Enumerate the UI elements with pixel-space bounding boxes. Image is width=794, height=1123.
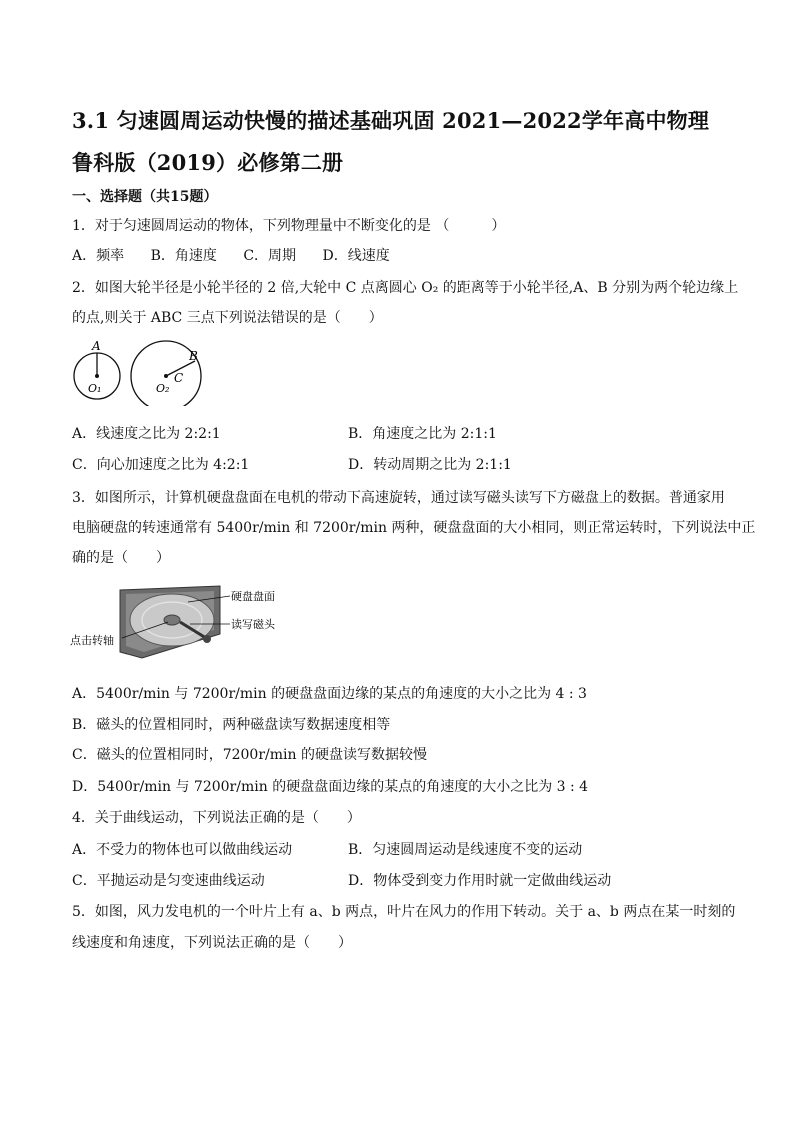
label-head: 读写磁头 — [231, 618, 275, 631]
q4-stem: 4．关于曲线运动，下列说法正确的是（ ） — [72, 810, 361, 826]
q2-option-a: A．线速度之比为 2:2:1 — [72, 426, 221, 442]
label-o2: O₂ — [156, 382, 170, 395]
q1-option-c: C．周期 — [243, 248, 297, 264]
q2-stem-line-2: 的点,则关于 ABC 三点下列说法错误的是（ ） — [72, 310, 383, 326]
q1-option-d: D．线速度 — [322, 248, 390, 264]
q3-stem-line-1: 3．如图所示，计算机硬盘盘面在电机的带动下高速旋转，通过读写磁头读写下方磁盘上的数据。普通家用 — [72, 490, 725, 506]
q1-stem: 1．对于匀速圆周运动的物体，下列物理量中不断变化的是 （ ） — [72, 218, 506, 234]
q1-option-a: A．频率 — [72, 248, 125, 264]
q3-option-c: C．磁头的位置相同时，7200r/min 的硬盘读写数据较慢 — [72, 747, 427, 763]
q4-option-a: A．不受力的物体也可以做曲线运动 — [72, 842, 293, 858]
q3-option-b: B．磁头的位置相同时，两种磁盘读写数据速度相等 — [72, 717, 391, 733]
label-o1: O₁ — [88, 382, 102, 395]
q2-option-b: B．角速度之比为 2:1:1 — [348, 426, 497, 442]
q3-stem-line-2: 电脑硬盘的转速通常有 5400r/min 和 7200r/min 两种，硬盘盘面的大小相同，则正常运转时，下列说法中正 — [72, 520, 756, 536]
q4-option-c: C．平抛运动是匀变速曲线运动 — [72, 873, 265, 889]
q2-option-c: C．向心加速度之比为 4:2:1 — [72, 457, 250, 473]
section-heading: 一、选择题（共15题） — [72, 189, 218, 205]
q3-option-d: D．5400r/min 与 7200r/min 的硬盘盘面边缘的某点的角速度的大小之比为 3 : 4 — [72, 779, 589, 795]
q3-option-a: A．5400r/min 与 7200r/min 的硬盘盘面边缘的某点的角速度的大小之比为 4 : 3 — [72, 686, 587, 702]
q3-harddisk-figure — [70, 582, 295, 668]
q1-option-b: B．角速度 — [150, 248, 217, 264]
q5-stem-line-1: 5．如图，风力发电机的一个叶片上有 a、b 两点，叶片在风力的作用下转动。关于 a、b 两点在某一时刻的 — [72, 904, 736, 920]
label-b: B — [189, 349, 198, 363]
label-spindle: 点击转轴 — [70, 634, 114, 647]
label-a: A — [92, 339, 101, 353]
q2-option-d: D．转动周期之比为 2:1:1 — [348, 457, 512, 473]
q5-stem-line-2: 线速度和角速度，下列说法正确的是（ ） — [72, 935, 352, 951]
q1-options — [72, 246, 412, 266]
label-c: C — [174, 371, 184, 385]
q2-stem-line-1: 2．如图大轮半径是小轮半径的 2 倍,大轮中 C 点离圆心 O₂ 的距离等于小轮半径,A、B 分别为两个轮边缘上 — [72, 280, 739, 296]
q2-wheel-figure — [70, 336, 210, 410]
q4-option-b: B．匀速圆周运动是线速度不变的运动 — [348, 842, 583, 858]
label-platter: 硬盘盘面 — [231, 590, 275, 603]
q4-option-d: D．物体受到变力作用时就一定做曲线运动 — [348, 873, 612, 889]
document-title: 3.1 匀速圆周运动快慢的描述基础巩固 2021—2022学年高中物理鲁科版（2019）必修第二册 — [72, 108, 710, 175]
q3-stem-line-3: 确的是（ ） — [72, 550, 170, 566]
